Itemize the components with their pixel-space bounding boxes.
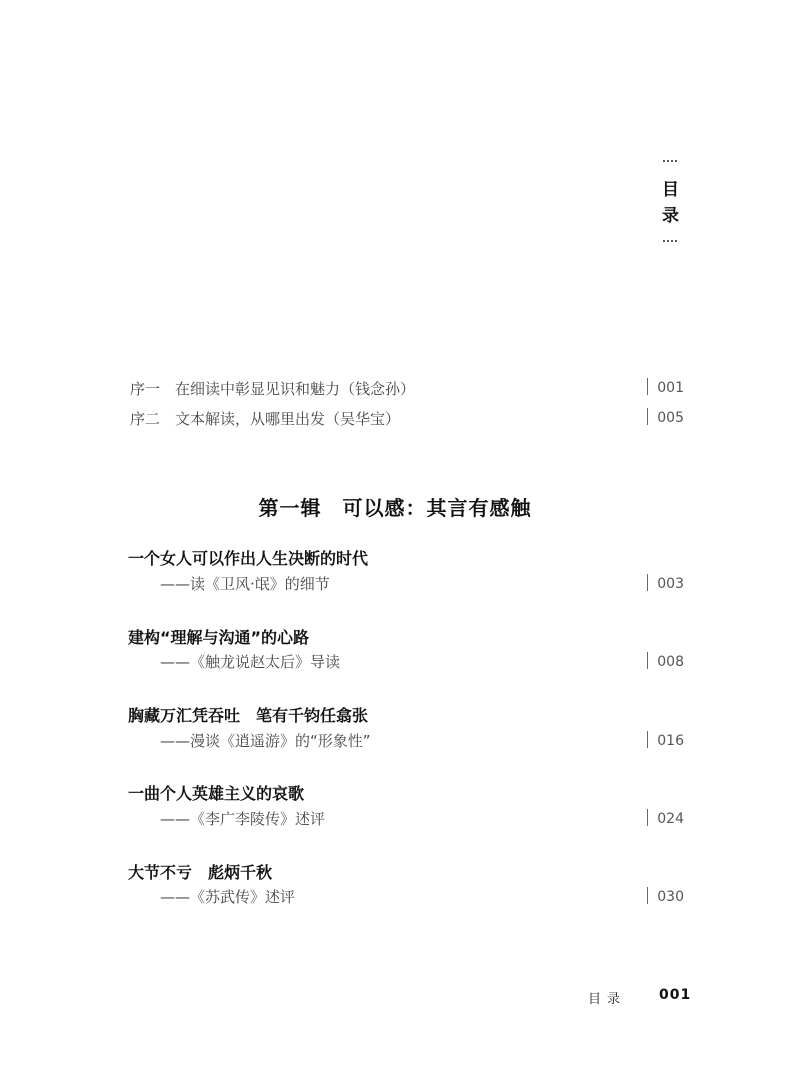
page-divider <box>647 731 648 748</box>
toc-entry-subtitle: ——《苏武传》述评 <box>160 888 296 906</box>
toc-entry-subtitle: ——读《卫风·氓》的细节 <box>160 575 330 593</box>
toc-entry-subtitle: ——《李广李陵传》述评 <box>160 810 326 828</box>
footer-page-number: 001 <box>659 987 692 1003</box>
heading-top-dots <box>663 160 679 164</box>
toc-entry-page <box>647 652 684 670</box>
preface-page <box>647 408 684 426</box>
page-divider <box>647 809 648 826</box>
preface-page-number: 005 <box>657 410 684 426</box>
toc-entry-page <box>647 809 684 827</box>
heading-char-2: 录 <box>662 206 679 226</box>
toc-entry-page <box>647 574 684 592</box>
toc-entry-subtitle: ——漫谈《逍遥游》的“形象性” <box>160 732 371 750</box>
toc-entry-subtitle: ——《触龙说赵太后》导读 <box>160 653 341 671</box>
toc-preface-1[interactable] <box>130 378 684 400</box>
page-divider <box>647 378 648 395</box>
heading-bottom-dots <box>663 240 679 244</box>
toc-entry-title[interactable]: 建构“理解与沟通”的心路 <box>128 628 310 647</box>
toc-entry-title[interactable]: 大节不亏 彪炳千秋 <box>128 863 273 882</box>
preface-title: 在细读中彰显见识和魅力（钱念孙） <box>175 380 416 398</box>
toc-entry-page-number: 016 <box>657 733 684 749</box>
toc-entry-page <box>647 731 684 749</box>
toc-entry-title[interactable]: 一个女人可以作出人生决断的时代 <box>128 549 369 568</box>
toc-entry-page-number: 030 <box>657 889 684 905</box>
preface-title: 文本解读，从哪里出发（吴华宝） <box>175 410 401 428</box>
toc-entry-page-number: 024 <box>657 811 684 827</box>
toc-entry-title[interactable]: 一曲个人英雄主义的哀歌 <box>128 784 305 803</box>
page-divider <box>647 887 648 904</box>
toc-entry-title[interactable]: 胸藏万汇凭吞吐 笔有千钧任翕张 <box>128 706 369 725</box>
preface-label: 序二 <box>130 410 161 428</box>
preface-page-number: 001 <box>657 380 684 396</box>
footer-label: 目录 <box>588 992 627 1007</box>
toc-preface-2[interactable] <box>130 408 684 430</box>
section-title: 第一辑 可以感：其言有感触 <box>258 496 532 520</box>
heading-char-1: 目 <box>662 180 679 200</box>
toc-entry-page-number: 008 <box>657 654 684 670</box>
toc-entry-page-number: 003 <box>657 576 684 592</box>
toc-entry-page <box>647 887 684 905</box>
page-divider <box>647 408 648 425</box>
page-divider <box>647 652 648 669</box>
preface-label: 序一 <box>130 380 161 398</box>
page-divider <box>647 574 648 591</box>
preface-page <box>647 378 684 396</box>
